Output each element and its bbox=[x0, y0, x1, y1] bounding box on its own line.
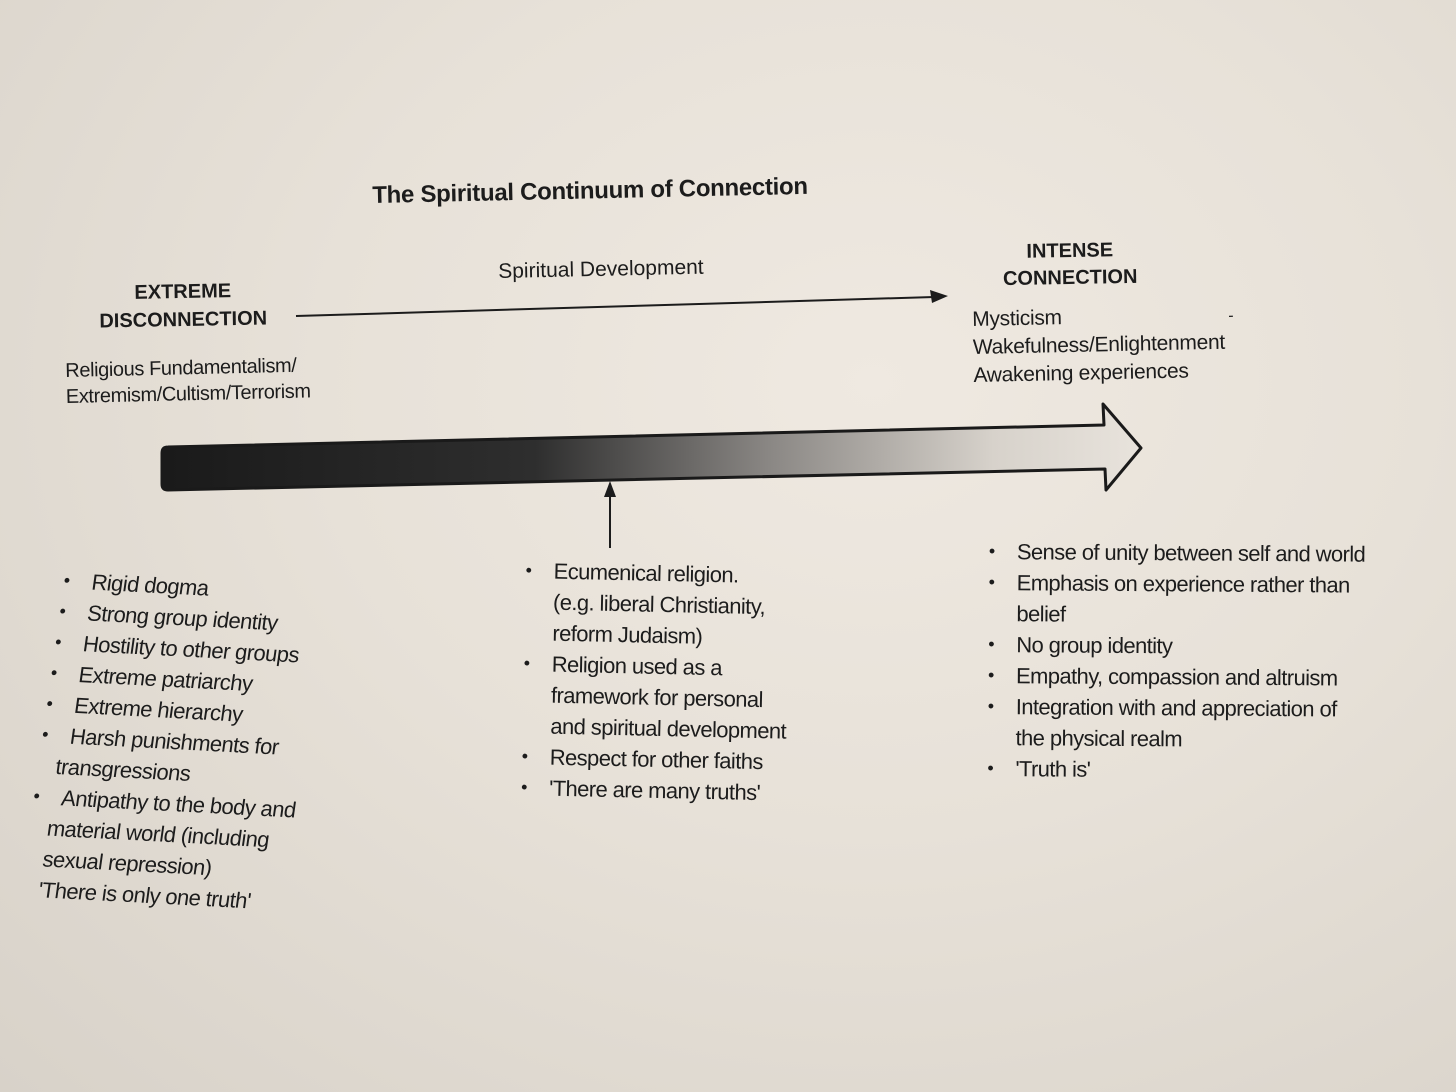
right-subheading-line-1: Mysticism bbox=[972, 306, 1062, 331]
list-item: • Extreme patriarchy bbox=[45, 657, 349, 704]
list-item-continuation: transgressions bbox=[54, 754, 193, 786]
bullet-icon: • bbox=[45, 693, 54, 714]
bullet-icon: • bbox=[62, 570, 71, 591]
development-label: Spiritual Development bbox=[498, 255, 704, 283]
list-item-continuation: sexual repression) bbox=[41, 846, 214, 881]
connection-traits-list bbox=[983, 536, 1425, 787]
list-item-continuation: 'There is only one truth' bbox=[36, 877, 253, 914]
bullet-icon: • bbox=[525, 560, 532, 581]
list-item: • Antipathy to the body and bbox=[27, 781, 331, 828]
right-subheading-line-2: Wakefulness/Enlightenment bbox=[972, 330, 1226, 359]
list-item: • 'Truth is' bbox=[983, 753, 1423, 787]
list-item: • Extreme hierarchy bbox=[40, 688, 344, 735]
bullet-icon: • bbox=[988, 634, 995, 655]
bullet-icon: • bbox=[32, 785, 41, 807]
bullet-icon: • bbox=[53, 631, 63, 652]
bullet-icon: • bbox=[58, 600, 67, 622]
diagram-title: The Spiritual Continuum of Connection bbox=[372, 172, 809, 209]
bullet-icon: • bbox=[987, 696, 994, 717]
bullet-icon: • bbox=[40, 724, 50, 745]
list-item: • Empathy, compassion and altruism bbox=[984, 660, 1424, 694]
list-item: • Emphasis on experience rather than bbox=[985, 567, 1425, 601]
bullet-icon: • bbox=[521, 746, 528, 767]
right-heading-line-1: INTENSE bbox=[1026, 239, 1114, 263]
list-item: • Respect for other faiths bbox=[517, 741, 838, 779]
bullet-icon: • bbox=[988, 572, 995, 593]
list-item: • No group identity bbox=[984, 629, 1424, 663]
midpoint-pointer-arrow bbox=[604, 481, 616, 548]
list-item-continuation: belief bbox=[1016, 601, 1066, 627]
list-item-continuation: and spiritual development bbox=[550, 713, 787, 744]
list-item: • Integration with and appreciation of bbox=[984, 691, 1424, 725]
bullet-icon: • bbox=[49, 662, 58, 683]
list-item: • Harsh punishments for bbox=[36, 719, 340, 766]
continuum-arrow bbox=[162, 404, 1141, 490]
list-item-continuation: reform Judaism) bbox=[552, 620, 703, 649]
left-subheading-line-1: Religious Fundamentalism/ bbox=[65, 354, 297, 382]
right-subheading-line-3: Awakening experiences bbox=[973, 359, 1189, 387]
list-item: • Ecumenical religion. bbox=[521, 555, 842, 593]
list-item-continuation: the physical realm bbox=[1015, 725, 1183, 752]
disconnection-traits-list bbox=[14, 565, 361, 920]
list-item-continuation: (e.g. liberal Christianity, bbox=[552, 589, 766, 620]
list-item: • Sense of unity between self and world bbox=[985, 536, 1425, 570]
left-subheading-line-2: Extremism/Cultism/Terrorism bbox=[65, 380, 311, 408]
list-item: • Strong group identity bbox=[53, 596, 357, 643]
stray-mark: - bbox=[1228, 307, 1234, 325]
list-item-continuation: material world (including bbox=[45, 815, 271, 853]
bullet-icon: • bbox=[988, 541, 995, 562]
bullet-icon: • bbox=[520, 777, 528, 798]
list-item: • Hostility to other groups bbox=[49, 627, 353, 674]
list-item: • Religion used as a bbox=[519, 648, 840, 686]
bullet-icon: • bbox=[987, 758, 994, 779]
left-heading-line-1: EXTREME bbox=[134, 280, 232, 304]
development-arrow bbox=[296, 290, 948, 316]
list-item-continuation: framework for personal bbox=[550, 682, 764, 713]
left-heading-line-2: DISCONNECTION bbox=[99, 307, 268, 333]
right-heading-line-2: CONNECTION bbox=[1002, 265, 1138, 291]
ecumenical-traits-list bbox=[517, 555, 842, 810]
list-item: • Rigid dogma bbox=[58, 565, 362, 612]
bullet-icon: • bbox=[987, 665, 994, 686]
bullet-icon: • bbox=[523, 653, 530, 674]
list-item: • 'There are many truths' bbox=[517, 772, 838, 810]
